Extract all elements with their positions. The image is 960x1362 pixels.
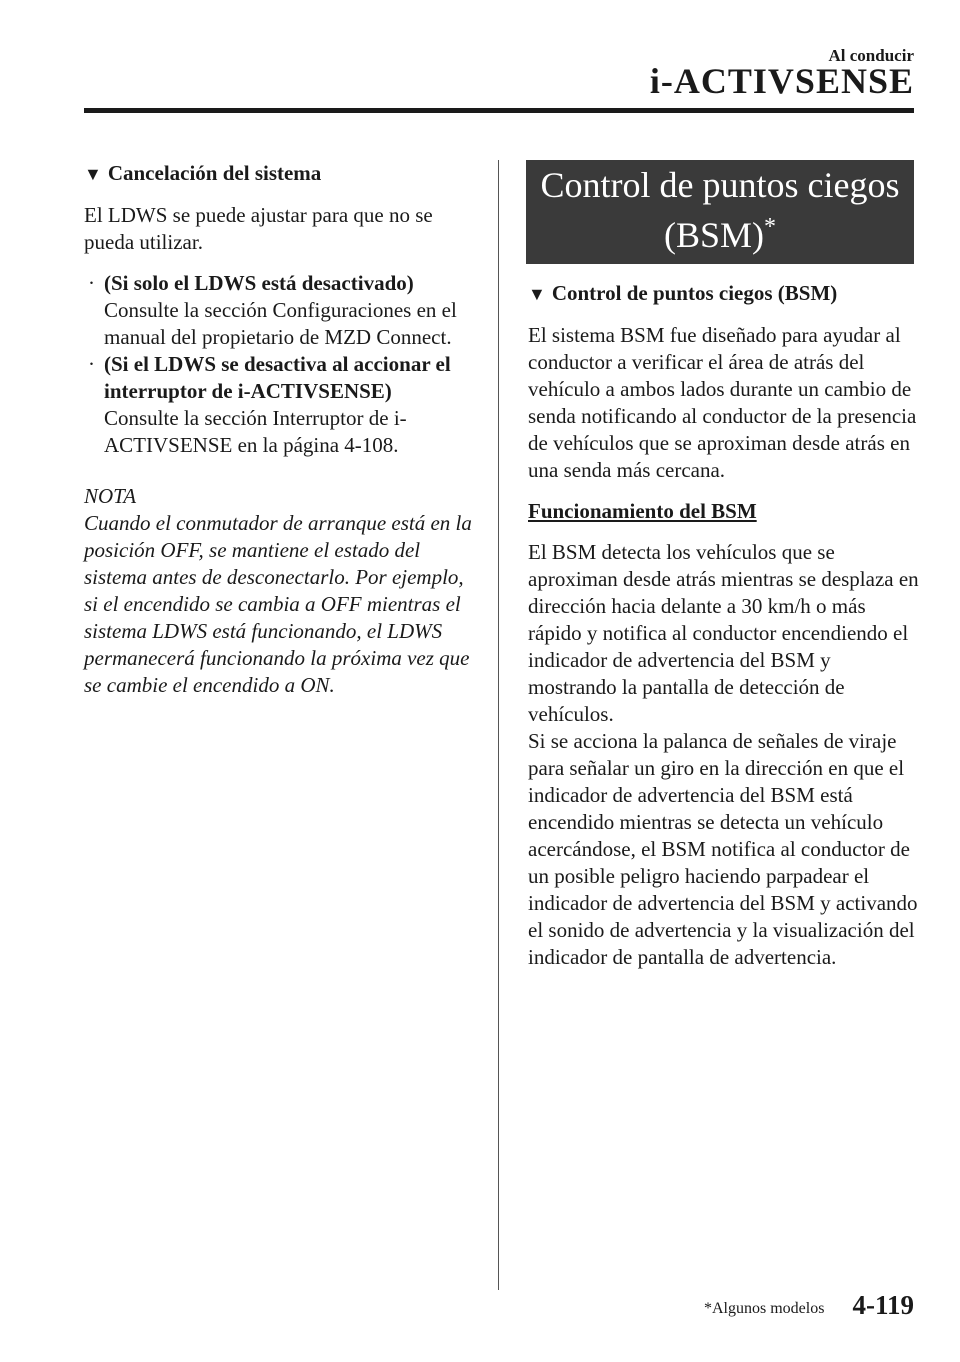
operation-paragraph-2: Si se acciona la palanca de señales de viraje para señalar un giro en la dirección en que el indicador de advertencia del BSM está encendido mientras se detecta un vehículo acercándose, el BSM notifica al conductor de un posible peligro haciendo parpadear el indicador de advertencia del BSM y activando el sonido de advertencia y la visualización del indicador de pantalla de advertencia. (528, 729, 918, 969)
subhead-cancel-text: Cancelación del sistema (107, 161, 322, 185)
subhead-bsm-text: Control de puntos ciegos (BSM) (551, 281, 838, 305)
bullet-title: (Si solo el LDWS está desactivado) (104, 271, 414, 295)
subhead-bsm (528, 280, 920, 308)
banner-line2-text: (BSM) (663, 215, 765, 255)
page-number: 4-119 (852, 1290, 914, 1320)
header-chapter: i-ACTIVSENSE (649, 61, 914, 101)
triangle-down-icon: ▼ (84, 164, 102, 184)
column-divider (498, 160, 499, 1290)
bullet-dot-icon: · (88, 352, 95, 376)
subhead-cancel (84, 160, 474, 188)
section-banner (526, 160, 914, 264)
right-column (528, 160, 920, 985)
banner-asterisk: * (764, 214, 777, 240)
bullet-item (84, 270, 474, 351)
operation-heading: Funcionamiento del BSM (528, 499, 757, 523)
bullet-text: Consulte la sección Configuraciones en el manual del propietario de MZD Connect. (104, 298, 457, 349)
banner-line2 (532, 206, 908, 256)
footer-note: *Algunos modelos (704, 1300, 825, 1317)
bullet-item (84, 351, 474, 459)
intro-paragraph: El LDWS se puede ajustar para que no se pueda utilizar. (84, 203, 433, 254)
note-block (84, 483, 474, 699)
bsm-intro-paragraph: El sistema BSM fue diseñado para ayudar al conductor a verificar el área de atrás del vehículo a ambos lados durante un cambio de senda notificando al conductor de la presencia de vehículos que se aproximan desde atrás en una senda más cercana. (528, 323, 917, 482)
bullet-dot-icon: · (88, 271, 95, 295)
bullet-title: (Si el LDWS se desactiva al accionar el interruptor de i-ACTIVSENSE) (104, 352, 451, 403)
operation-paragraph-1: El BSM detecta los vehículos que se aproximan desde atrás mientras se desplaza en dirección hacia delante a 30 km/h o más rápido y notifica al conductor encendiendo el indicador de advertencia del BSM y mostrando la pantalla de detección de vehículos. (528, 540, 919, 726)
note-text: Cuando el conmutador de arranque está en la posición OFF, se mantiene el estado del sistema antes de desconectarlo. Por ejemplo, si el encendido se cambia a OFF mientras el sistema LDWS está funcionando, el LDWS permanecerá funcionando la próxima vez que se cambie el encendido a ON. (84, 511, 472, 697)
bullet-text: Consulte la sección Interruptor de i-ACTIVSENSE en la página 4-108. (104, 406, 407, 457)
banner-line1: Control de puntos ciegos (540, 165, 900, 205)
note-title: NOTA (84, 484, 137, 508)
left-column (84, 160, 474, 699)
triangle-down-icon: ▼ (528, 284, 546, 304)
header-section: Al conducir (828, 46, 914, 65)
header-rule (84, 108, 914, 113)
